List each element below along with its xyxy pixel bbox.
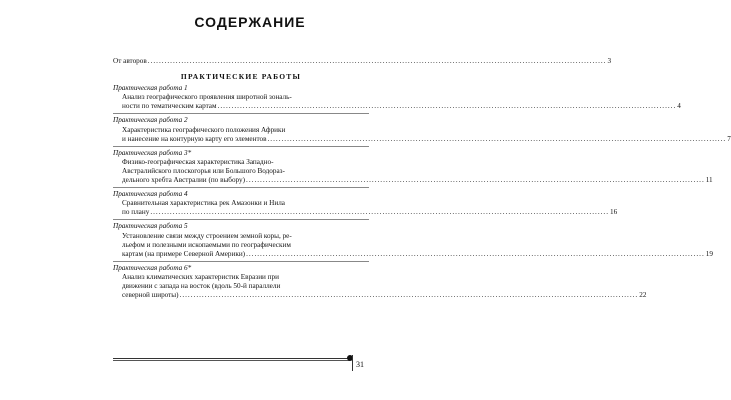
toc-page-number: 7 — [727, 134, 731, 143]
toc-entry-text: северной широты) — [122, 291, 179, 300]
toc-entry-label: Практическая работа 5 — [113, 222, 188, 231]
toc-entry[interactable] — [113, 263, 647, 300]
table-of-contents — [113, 57, 731, 300]
toc-entry-line — [122, 199, 369, 208]
toc-entry-line — [122, 176, 713, 185]
toc-page-number: 16 — [610, 208, 618, 217]
leader-dots: .................................................................................................................................................................... — [217, 102, 677, 111]
toc-page-number: 4 — [677, 102, 681, 111]
entry-separator — [113, 146, 369, 147]
leader-dots: .................................................................................................................................................................... — [147, 57, 607, 65]
toc-entry-line — [122, 282, 369, 291]
toc-entry-text: льефом и полезными ископаемыми по географическим — [122, 240, 291, 249]
leader-dots: .................................................................................................................................................................... — [246, 249, 705, 258]
toc-entry-body — [113, 157, 713, 185]
page-title: СОДЕРЖАНИЕ — [194, 14, 306, 30]
toc-entry[interactable] — [113, 148, 713, 188]
toc-entry-text: Австралийского плоскогорья или Большого Водораз- — [122, 166, 285, 175]
toc-entry-text: картам (на примере Северной Америки) — [122, 249, 246, 258]
toc-entry-label: Практическая работа 4 — [113, 190, 188, 199]
footer-rule — [113, 358, 350, 359]
leader-dots: .................................................................................................................................................................... — [150, 208, 609, 217]
toc-entry-text: Анализ географического проявления широтной зональ- — [122, 93, 292, 102]
footer-divider — [352, 355, 353, 371]
toc-entry-line — [122, 134, 731, 144]
toc-page-number: 22 — [639, 291, 647, 300]
entry-separator — [113, 219, 369, 220]
toc-entry-line — [122, 273, 369, 282]
toc-entry-line — [122, 291, 647, 300]
toc-entries — [113, 84, 731, 300]
entry-separator — [113, 187, 369, 188]
toc-entry-text: Физико-географическая характеристика Западно- — [122, 157, 274, 166]
toc-page-number: 19 — [705, 249, 713, 258]
toc-entry-line — [122, 102, 681, 111]
toc-entry-label: Практическая работа 6* — [113, 263, 192, 272]
leader-dots: .................................................................................................................................................................... — [246, 176, 705, 185]
toc-entry-line — [122, 167, 369, 176]
toc-entry-text: по плану — [122, 208, 150, 217]
toc-entry[interactable] — [113, 190, 618, 220]
toc-intro-text: От авторов — [113, 57, 147, 65]
toc-entry-body — [113, 272, 647, 300]
page-footer — [113, 353, 375, 373]
toc-entry-line — [122, 208, 618, 217]
toc-entry[interactable] — [113, 84, 681, 114]
toc-entry-text: Установление связи между строением земной коры, ре- — [122, 231, 292, 240]
entry-separator — [113, 261, 369, 262]
footer-rule-thin — [113, 360, 350, 361]
toc-entry-body — [113, 199, 618, 217]
toc-entry-line — [122, 241, 369, 250]
toc-entry-text: Сравнительная характеристика рек Амазонки и Нила — [122, 199, 285, 208]
toc-entry-body — [113, 125, 731, 144]
entry-separator — [113, 113, 369, 114]
toc-page-number: 3 — [607, 57, 612, 65]
toc-entry-line — [122, 232, 369, 241]
toc-entry-line — [122, 126, 369, 135]
toc-entry[interactable] — [113, 116, 731, 146]
toc-entry-line — [122, 158, 369, 167]
toc-intro-line[interactable] — [113, 57, 612, 66]
toc-entry-text: Характеристика географического положения Африки — [122, 125, 286, 134]
toc-entry-text: и нанесение на контурную карту его элементов — [122, 134, 267, 143]
section-title: ПРАКТИЧЕСКИЕ РАБОТЫ — [180, 72, 302, 82]
toc-entry-label: Практическая работа 1 — [113, 84, 188, 93]
toc-entry-text: ности по тематическим картам — [122, 102, 217, 111]
toc-entry-body — [113, 93, 681, 111]
toc-entry-text: движении с запада на восток (вдоль 50-й параллели — [122, 281, 281, 290]
toc-entry-text: Анализ климатических характеристик Евразии при — [122, 272, 279, 281]
toc-entry[interactable] — [113, 222, 713, 261]
toc-entry-label: Практическая работа 3* — [113, 148, 192, 157]
toc-entry-label: Практическая работа 2 — [113, 116, 188, 125]
toc-entry-text: дельного хребта Австралии (по выбору) — [122, 176, 246, 185]
toc-entry-body — [113, 231, 713, 259]
toc-entry-line — [122, 93, 369, 102]
toc-entry-line — [122, 249, 713, 259]
leader-dots: .................................................................................................................................................................... — [179, 291, 639, 300]
footer-page-number: 31 — [356, 360, 364, 369]
toc-page-number: 11 — [705, 176, 713, 185]
leader-dots: .................................................................................................................................................................... — [267, 134, 727, 143]
